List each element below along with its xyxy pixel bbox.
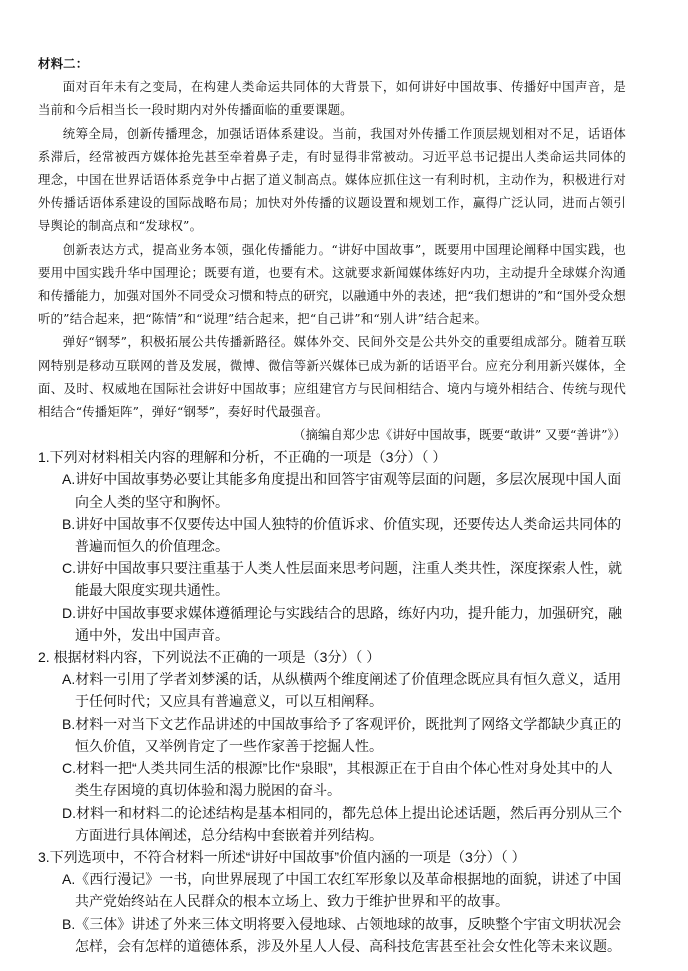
question-3 xyxy=(38,846,626,957)
option-b: B.《三体》讲述了外来三体文明将要入侵地球、占领地球的故事，反映整个宇宙文明状况会怎样，会有怎样的道德体系，涉及外星人人侵、高科技危害甚至社会女性化等未来议题。 xyxy=(62,915,622,954)
material-paragraph: 创新表达方式，提高业务本领，强化传播能力。“讲好中国故事”，既要用中国理论阐释中国实践，也要用中国实践升华中国理论；既要有道，也要有术。这就要求新闻媒体练好内功，主动提升全球媒介沟通和传播能力，加强对国外不同受众习惯和特点的研究，以融通中外的表述，把“我们想讲的”和“国外受众想听的”结合起来，把“陈情”和“说理”结合起来，把“自己讲”和“别人讲”结合起来。 xyxy=(38,241,626,327)
material-two xyxy=(38,52,626,423)
material-paragraph: 面对百年未有之变局，在构建人类命运共同体的大背景下，如何讲好中国故事、传播好中国声音，是当前和今后相当长一段时期内对外传播面临的重要课题。 xyxy=(38,79,626,118)
material-heading: 材料二： xyxy=(38,56,89,71)
question-1 xyxy=(38,446,626,646)
question-stem: 2. 根据材料内容，下列说法不正确的一项是（3分）（ ） xyxy=(38,649,381,666)
option-a: A.讲好中国故事势必要让其能多角度提出和回答宇宙观等层面的问题，多层次展现中国人面向全人类的坚守和胸怀。 xyxy=(62,471,622,510)
option-a: A.《西行漫记》一书，向世界展现了中国工农红军形象以及革命根据地的面貌，讲述了中国共产党始终站在人民群众的根本立场上、致力于维护世界和平的故事。 xyxy=(62,871,622,910)
option-c: C.讲好中国故事只要注重基于人类人性层面来思考问题，注重人类共性，深度探索人性，就能最大限度实现共通性。 xyxy=(62,560,622,599)
option-c: C.材料一把“人类共同生活的根源”比作“泉眼”，其根源正在于自由个体心性对身处其中的人类生存困境的真切体验和渴力脱困的奋斗。 xyxy=(62,760,613,799)
option-d: D.讲好中国故事要求媒体遵循理论与实践结合的思路，练好内功，提升能力，加强研究，融通中外，发出中国声音。 xyxy=(62,604,622,643)
material-paragraph: 弹好“钢琴”，积极拓展公共传播新路径。媒体外交、民间外交是公共外交的重要组成部分。随着互联网特别是移动互联网的普及发展，微博、微信等新兴媒体已成为新的话语平台。应充分利用新兴媒体，全面、及时、权威地在国际社会讲好中国故事；应组建官方与民间相结合、境内与境外相结合、传统与现代相结合“传播矩阵”，弹好“钢琴”，奏好时代最强音。 xyxy=(38,334,626,420)
option-a: A.材料一引用了学者刘梦溪的话，从纵横两个维度阐述了价值理念既应具有恒久意义，适用于任何时代；又应具有普遍意义，可以互相阐释。 xyxy=(62,671,622,710)
question-stem: 1.下列对材料相关内容的理解和分析，不正确的一项是（3分）（ ） xyxy=(38,449,447,466)
material-paragraph: 统筹全局，创新传播理念，加强话语体系建设。当前，我国对外传播工作顶层规划相对不足，话语体系滞后，经常被西方媒体抢先甚至牵着鼻子走，有时显得非常被动。习近平总书记提出人类命运共同体的理念，中国在世界话语体系竞争中占据了道义制高点。媒体应抓住这一有利时机，主动作为，积极进行对外传播话语体系建设的国际战略布局；加快对外传播的议题设置和规划工作，赢得广泛认同，进而占领引导舆论的制高点和“发球权”。 xyxy=(38,125,626,234)
option-b: B.讲好中国故事不仅要传达中国人独特的价值诉求、价值实现，还要传达人类命运共同体的普遍而恒久的价值理念。 xyxy=(62,515,622,555)
material-source: （摘编自郑少忠《讲好中国故事，既要“敢讲” 又要“善讲”》） xyxy=(293,427,626,443)
question-2 xyxy=(38,646,626,846)
option-d: D.材料一和材料二的论述结构是基本相同的，都先总体上提出论述话题，然后再分别从三个方面进行具体阐述，总分结构中套嵌着并列结构。 xyxy=(62,804,622,843)
option-b: B.材料一对当下文艺作品讲述的中国故事给予了客观评价，既批判了网络文学都缺少真正的恒久价值，又举例肯定了一些作家善于挖掘人性。 xyxy=(62,715,622,754)
question-stem: 3.下列选项中，不符合材料一所述“讲好中国故事”价值内涵的一项是（3分）（ ） xyxy=(38,848,526,865)
question-list xyxy=(38,446,626,957)
